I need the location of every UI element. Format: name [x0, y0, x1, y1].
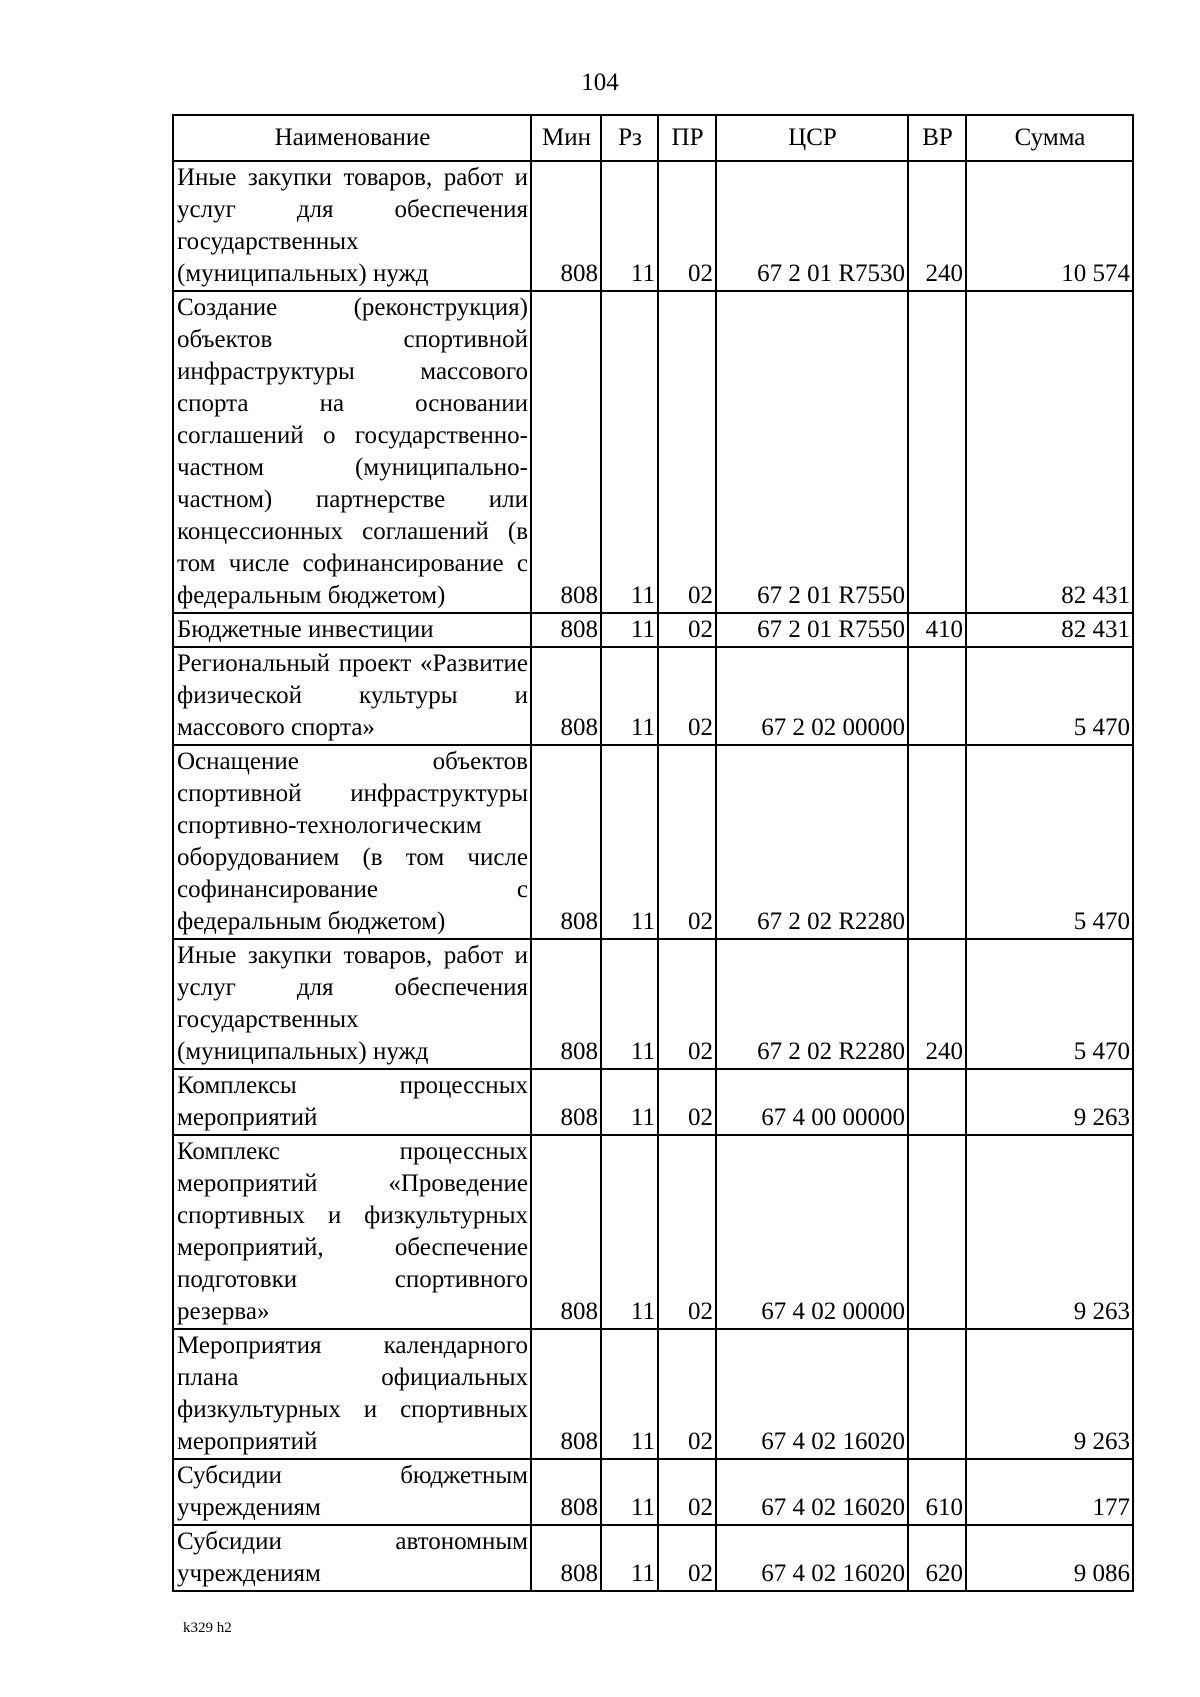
row-name: Создание (реконструкция) объектов спортивной инфраструктуры массового спорта на основании соглашений о государственно-частном (муниципально-частном) партнерстве или концессионных соглашений (в том числе софинансирование с федеральным бюджетом): [173, 291, 531, 613]
row-pr: 02: [658, 1525, 716, 1591]
table-row: [173, 1329, 1133, 1459]
row-csr: 67 2 02 R2280: [716, 939, 908, 1069]
row-sum: 9 263: [966, 1135, 1133, 1329]
row-name: Иные закупки товаров, работ и услуг для обеспечения государственных (муниципальных) нужд: [173, 939, 531, 1069]
row-min: 808: [531, 161, 601, 291]
row-csr: 67 2 01 R7530: [716, 161, 908, 291]
table-row: [173, 1459, 1133, 1525]
row-sum: 5 470: [966, 745, 1133, 939]
row-sum: 5 470: [966, 647, 1133, 745]
row-rz: 11: [601, 1329, 658, 1459]
header-min: Мин: [531, 115, 601, 161]
row-name: Оснащение объектов спортивной инфраструктуры спортивно-технологическим оборудованием (в том числе софинансирование с федеральным бюджетом): [173, 745, 531, 939]
row-csr: 67 4 02 16020: [716, 1459, 908, 1525]
row-min: 808: [531, 1069, 601, 1135]
table-row: [173, 161, 1133, 291]
table-row: [173, 745, 1133, 939]
row-sum: 10 574: [966, 161, 1133, 291]
row-csr: 67 2 02 00000: [716, 647, 908, 745]
row-pr: 02: [658, 1329, 716, 1459]
row-min: 808: [531, 1459, 601, 1525]
row-sum: 9 263: [966, 1329, 1133, 1459]
row-name: Бюджетные инвестиции: [173, 613, 531, 647]
row-vr: [908, 1135, 966, 1329]
row-vr: 410: [908, 613, 966, 647]
row-min: 808: [531, 1329, 601, 1459]
row-rz: 11: [601, 1135, 658, 1329]
table-row: [173, 1135, 1133, 1329]
row-rz: 11: [601, 1459, 658, 1525]
row-vr: [908, 745, 966, 939]
row-vr: 620: [908, 1525, 966, 1591]
row-name: Мероприятия календарного плана официальных физкультурных и спортивных мероприятий: [173, 1329, 531, 1459]
row-sum: 9 086: [966, 1525, 1133, 1591]
row-name: Комплекс процессных мероприятий «Проведение спортивных и физкультурных мероприятий, обеспечение подготовки спортивного резерва»: [173, 1135, 531, 1329]
row-min: 808: [531, 291, 601, 613]
budget-table: [172, 114, 1134, 1592]
table-row: [173, 939, 1133, 1069]
table-row: [173, 291, 1133, 613]
row-pr: 02: [658, 291, 716, 613]
row-rz: 11: [601, 939, 658, 1069]
row-name: Субсидии автономным учреждениям: [173, 1525, 531, 1591]
row-sum: 177: [966, 1459, 1133, 1525]
row-sum: 9 263: [966, 1069, 1133, 1135]
row-min: 808: [531, 745, 601, 939]
row-pr: 02: [658, 1135, 716, 1329]
row-csr: 67 4 00 00000: [716, 1069, 908, 1135]
row-csr: 67 2 01 R7550: [716, 291, 908, 613]
header-csr: ЦСР: [716, 115, 908, 161]
row-pr: 02: [658, 647, 716, 745]
row-min: 808: [531, 647, 601, 745]
row-sum: 82 431: [966, 613, 1133, 647]
row-pr: 02: [658, 613, 716, 647]
header-name: Наименование: [173, 115, 531, 161]
page-number: 104: [581, 69, 619, 96]
row-min: 808: [531, 1135, 601, 1329]
row-name: Иные закупки товаров, работ и услуг для обеспечения государственных (муниципальных) нужд: [173, 161, 531, 291]
footer-code: k329 h2: [183, 1620, 232, 1636]
row-name: Региональный проект «Развитие физической культуры и массового спорта»: [173, 647, 531, 745]
row-pr: 02: [658, 1069, 716, 1135]
row-min: 808: [531, 613, 601, 647]
row-pr: 02: [658, 161, 716, 291]
row-sum: 5 470: [966, 939, 1133, 1069]
row-name: Комплексы процессных мероприятий: [173, 1069, 531, 1135]
row-rz: 11: [601, 161, 658, 291]
row-vr: 240: [908, 161, 966, 291]
header-vr: ВР: [908, 115, 966, 161]
row-vr: [908, 647, 966, 745]
row-vr: [908, 1329, 966, 1459]
header-rz: Рз: [601, 115, 658, 161]
row-name: Субсидии бюджетным учреждениям: [173, 1459, 531, 1525]
table-row: [173, 1525, 1133, 1591]
table-row: [173, 647, 1133, 745]
row-pr: 02: [658, 745, 716, 939]
row-pr: 02: [658, 939, 716, 1069]
row-vr: [908, 291, 966, 613]
row-min: 808: [531, 939, 601, 1069]
row-csr: 67 4 02 16020: [716, 1329, 908, 1459]
row-sum: 82 431: [966, 291, 1133, 613]
row-vr: [908, 1069, 966, 1135]
row-min: 808: [531, 1525, 601, 1591]
row-rz: 11: [601, 745, 658, 939]
table-row: [173, 613, 1133, 647]
table-row: [173, 1069, 1133, 1135]
row-rz: 11: [601, 613, 658, 647]
row-csr: 67 4 02 16020: [716, 1525, 908, 1591]
header-pr: ПР: [658, 115, 716, 161]
row-vr: 610: [908, 1459, 966, 1525]
row-csr: 67 4 02 00000: [716, 1135, 908, 1329]
row-vr: 240: [908, 939, 966, 1069]
row-rz: 11: [601, 647, 658, 745]
row-rz: 11: [601, 1525, 658, 1591]
row-csr: 67 2 01 R7550: [716, 613, 908, 647]
header-sum: Сумма: [966, 115, 1133, 161]
table-header-row: [173, 115, 1133, 161]
row-csr: 67 2 02 R2280: [716, 745, 908, 939]
row-rz: 11: [601, 291, 658, 613]
row-pr: 02: [658, 1459, 716, 1525]
row-rz: 11: [601, 1069, 658, 1135]
